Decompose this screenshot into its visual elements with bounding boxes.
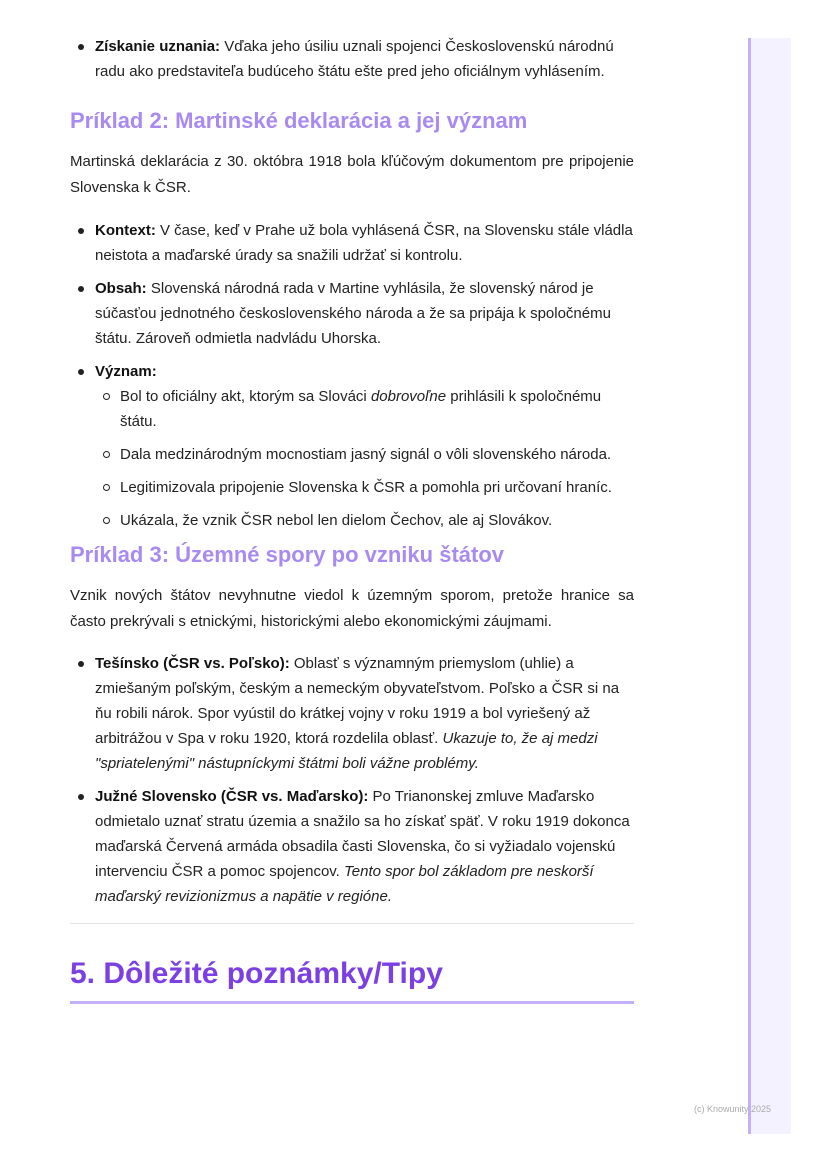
bullet-bold-label: Získanie uznania: <box>95 38 221 55</box>
bullet-bold-label: Kontext: <box>95 222 156 239</box>
bullet-bold-label: Tešínsko (ČSR vs. Poľsko): <box>95 655 290 672</box>
bullet-bold-label: Obsah: <box>95 280 147 297</box>
example3-heading: Príklad 3: Územné spory po vzniku štátov <box>70 542 505 567</box>
bullet-text: Vďaka jeho úsiliu uznali spojenci Československú národnú radu ako predstaviteľa budúceho štátu ešte pred jeho oficiálnym vyhlásením. <box>95 38 614 80</box>
sub-list-item: Legitimizovala pripojenie Slovenska k ČSR a pomohla pri určovaní hraníc. <box>95 475 634 500</box>
list-item <box>70 784 634 909</box>
heading-underline <box>70 1001 634 1004</box>
bullet-text: Po Trianonskej zmluve Maďarsko odmietalo uznať stratu územia a snažilo sa ho získať späť. V roku 1919 dokonca maďarská Červená armáda obsadila časti Slovenska, čo si vyžiadalo vojenskú intervenciu ČSR a pomoc spojencov. <box>95 788 630 880</box>
significance-sublist <box>95 384 634 533</box>
list-item <box>70 34 634 84</box>
bullet-bold-label: Význam: <box>95 363 157 380</box>
list-item <box>70 359 634 533</box>
intro-list <box>70 34 634 84</box>
bullet-text: Slovenská národná rada v Martine vyhlásila, že slovenský národ je súčasťou jednotného československého národa a že sa pripája k spoločnému štátu. Zároveň odmietla nadvládu Uhorska. <box>95 280 611 347</box>
list-item <box>70 276 634 351</box>
example2-paragraph: Martinská deklarácia z 30. októbra 1918 bola kľúčovým dokumentom pre pripojenie Slovenska k ČSR. <box>70 153 634 196</box>
bullet-text: Oblasť s významným priemyslom (uhlie) a zmiešaným poľským, českým a nemeckým obyvateľstvom. Poľsko a ČSR si na ňu robili nárok. Spor vyústil do krátkej vojny v roku 1919 a bol vyriešený až arbitrážou v Spa v roku 1920, ktorá rozdelila oblasť. <box>95 655 620 747</box>
sub-list-item: Ukázala, že vznik ČSR nebol len dielom Čechov, ale aj Slovákov. <box>95 508 634 533</box>
example3-paragraph: Vznik nových štátov nevyhnutne viedol k územným sporom, pretože hranice sa často prekrývali s etnickými, historickými alebo ekonomickými záujmami. <box>70 587 634 630</box>
sub-italic: dobrovoľne <box>370 388 447 405</box>
list-item <box>70 651 634 776</box>
example3-list <box>70 651 634 909</box>
sub-list-item <box>95 384 634 434</box>
example2-list <box>70 218 634 533</box>
copyright-footer: (c) Knowunity 2025 <box>694 1104 772 1114</box>
bullet-bold-label: Južné Slovensko (ČSR vs. Maďarsko): <box>95 788 369 805</box>
bullet-italic: Tento spor bol základom pre neskorší maďarský revizionizmus a napätie v regióne. <box>95 863 594 905</box>
section5-heading: 5. Dôležité poznámky/Tipy <box>70 957 443 990</box>
document-content <box>70 34 634 1004</box>
sub-text: Bol to oficiálny akt, ktorým sa Slováci <box>120 388 371 405</box>
list-item <box>70 218 634 268</box>
page-sidebar <box>748 38 791 1134</box>
sub-text: prihlásili k spoločnému štátu. <box>120 388 602 430</box>
bullet-text: V čase, keď v Prahe už bola vyhlásená ČSR, na Slovensku stále vládla neistota a maďarské úrady sa snažili udržať si kontrolu. <box>95 222 633 264</box>
sub-list-item: Dala medzinárodným mocnostiam jasný signál o vôli slovenského národa. <box>95 442 634 467</box>
bullet-italic: Ukazuje to, že aj medzi "spriatelenými" nástupníckymi štátmi boli vážne problémy. <box>95 730 598 772</box>
example2-heading: Príklad 2: Martinské deklarácia a jej význam <box>70 108 528 133</box>
section-divider <box>70 923 634 924</box>
